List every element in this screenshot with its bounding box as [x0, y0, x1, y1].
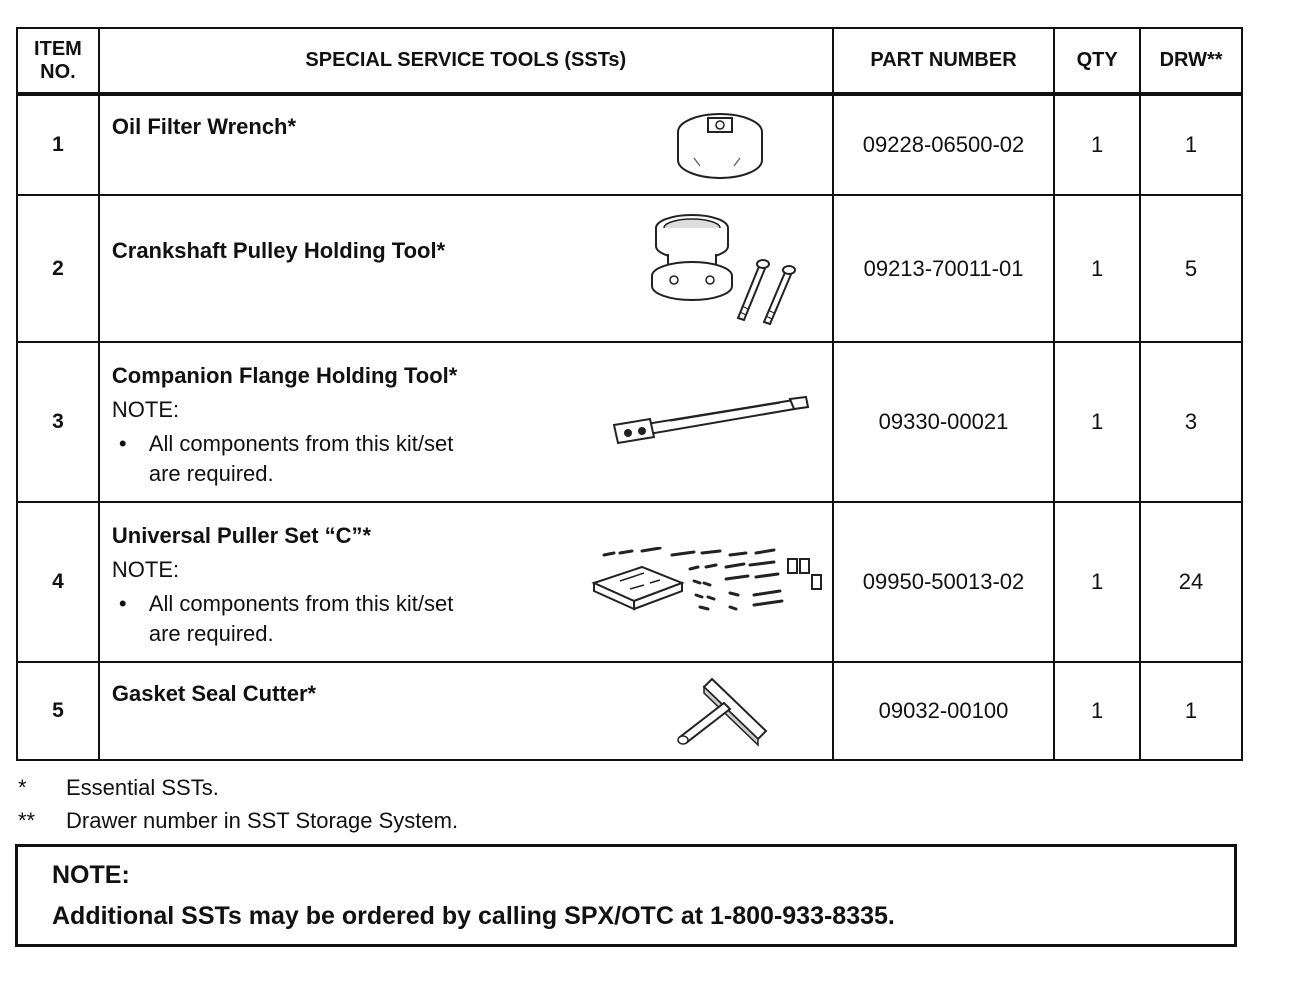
part-number: 09330-00021	[833, 342, 1055, 502]
tool-cell	[99, 662, 833, 760]
table-header-row	[17, 28, 1242, 94]
note-text: are required.	[148, 621, 274, 646]
gasket-seal-cutter-icon	[670, 673, 780, 753]
footnote-text: Drawer number in SST Storage System.	[66, 808, 459, 833]
note-box	[15, 844, 1237, 947]
tool-name: Oil Filter Wrench*	[111, 114, 297, 139]
drawer-number: 3	[1140, 342, 1242, 502]
universal-puller-set-icon	[590, 547, 826, 623]
bullet-icon: •	[118, 591, 127, 616]
tool-name: Gasket Seal Cutter*	[111, 681, 317, 706]
drawer-number: 1	[1140, 94, 1242, 195]
item-number: 1	[17, 94, 99, 195]
footnote-essential	[18, 775, 219, 801]
table-row	[17, 342, 1242, 502]
header-tool: SPECIAL SERVICE TOOLS (SSTs)	[99, 28, 833, 94]
header-item-line1: ITEM	[34, 37, 82, 60]
drawer-number: 24	[1140, 502, 1242, 662]
quantity: 1	[1054, 195, 1140, 342]
part-number: 09032-00100	[833, 662, 1055, 760]
header-item-no	[17, 28, 99, 94]
table-row	[17, 94, 1242, 195]
table-row	[17, 195, 1242, 342]
tool-name: Universal Puller Set “C”*	[111, 523, 372, 548]
drawer-number: 5	[1140, 195, 1242, 342]
part-number: 09213-70011-01	[833, 195, 1055, 342]
table-row	[17, 662, 1242, 760]
tool-cell	[99, 94, 833, 195]
item-number: 3	[17, 342, 99, 502]
item-number: 4	[17, 502, 99, 662]
footnote-text: Essential SSTs.	[66, 775, 219, 800]
item-number: 2	[17, 195, 99, 342]
tool-cell	[99, 502, 833, 662]
tool-cell	[99, 342, 833, 502]
quantity: 1	[1054, 342, 1140, 502]
part-number: 09950-50013-02	[833, 502, 1055, 662]
note-text: All components from this kit/set	[148, 591, 454, 616]
note-box-text: Additional SSTs may be ordered by calling SPX/OTC at 1-800-933-8335.	[52, 902, 895, 930]
note-label: NOTE:	[111, 557, 180, 582]
header-item-line2: NO.	[40, 60, 76, 83]
note-box-label: NOTE:	[52, 861, 130, 889]
quantity: 1	[1054, 94, 1140, 195]
tool-cell	[99, 195, 833, 342]
header-drw: DRW**	[1140, 28, 1242, 94]
sst-table	[16, 27, 1243, 761]
note-text: are required.	[148, 461, 274, 486]
item-number: 5	[17, 662, 99, 760]
quantity: 1	[1054, 502, 1140, 662]
part-number: 09228-06500-02	[833, 94, 1055, 195]
header-part-number: PART NUMBER	[833, 28, 1055, 94]
tool-name: Companion Flange Holding Tool*	[111, 363, 458, 388]
drawer-number: 1	[1140, 662, 1242, 760]
quantity: 1	[1054, 662, 1140, 760]
footnote-symbol: **	[18, 808, 36, 833]
crankshaft-pulley-holding-tool-icon	[640, 206, 800, 330]
oil-filter-wrench-icon	[670, 108, 770, 184]
header-qty: QTY	[1054, 28, 1140, 94]
table-row	[17, 502, 1242, 662]
note-label: NOTE:	[111, 397, 180, 422]
bullet-icon: •	[118, 431, 127, 456]
note-text: All components from this kit/set	[148, 431, 454, 456]
companion-flange-holding-tool-icon	[610, 391, 810, 451]
footnote-symbol: *	[18, 775, 27, 800]
footnote-drawer	[18, 808, 458, 834]
tool-name: Crankshaft Pulley Holding Tool*	[111, 238, 446, 263]
